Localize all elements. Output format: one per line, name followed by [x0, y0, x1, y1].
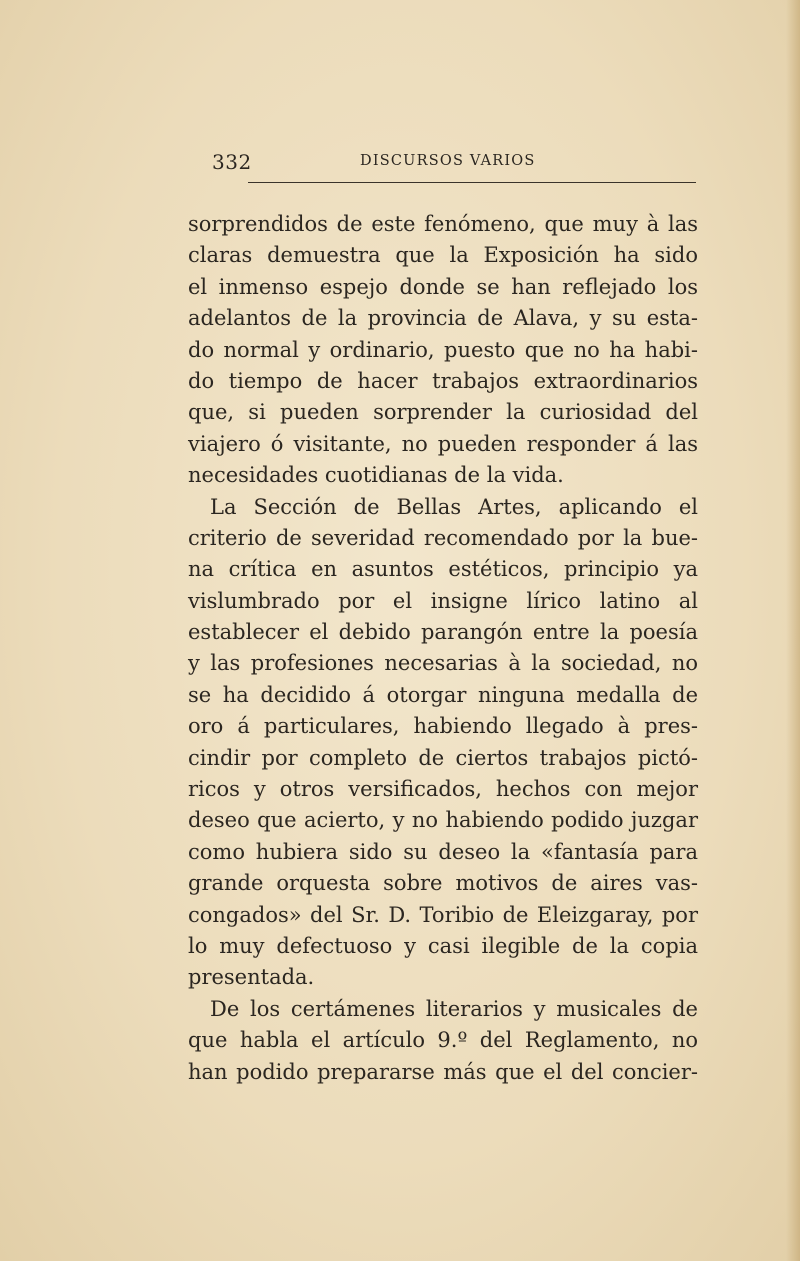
text-line: grande orquesta sobre motivos de aires vas- [188, 871, 698, 896]
text-line: criterio de severidad recomendado por la bue- [188, 525, 698, 550]
text-line: deseo que acierto, y no habiendo podido juzgar [188, 808, 698, 833]
text-line: el inmenso espejo donde se han reflejado los [188, 274, 698, 299]
body-text [188, 209, 698, 1088]
page-number: 332 [212, 150, 252, 174]
text-line: establecer el debido parangón entre la poesía [188, 620, 698, 645]
text-line: que habla el artículo 9.º del Reglamento, no [188, 1028, 698, 1053]
text-line: claras demuestra que la Exposición ha sido [188, 243, 698, 268]
header-rule [248, 182, 696, 183]
text-line: y las profesiones necesarias à la sociedad, no [188, 651, 698, 676]
running-title: DISCURSOS VARIOS [360, 153, 536, 169]
text-line: viajero ó visitante, no pueden responder á las [188, 431, 698, 456]
text-line: presentada. [188, 965, 315, 990]
text-line: necesidades cuotidianas de la vida. [188, 463, 564, 488]
text-line: vislumbrado por el insigne lírico latino al [188, 588, 698, 613]
text-line: congados» del Sr. D. Toribio de Eleizgaray, por [188, 902, 698, 927]
text-line: han podido prepararse más que el del concier- [188, 1059, 698, 1084]
text-line: do normal y ordinario, puesto que no ha habi- [188, 337, 698, 362]
text-line: como hubiera sido su deseo la «fantasía para [188, 839, 698, 864]
text-line: adelantos de la provincia de Alava, y su esta- [188, 306, 698, 331]
text-line: ricos y otros versificados, hechos con mejor [188, 777, 698, 802]
text-line: lo muy defectuoso y casi ilegible de la copia [188, 933, 698, 958]
text-line: oro á particulares, habiendo llegado à pres- [188, 714, 698, 739]
page-header [190, 150, 696, 178]
text-line: que, si pueden sorprender la curiosidad del [188, 400, 698, 425]
text-line: cindir por completo de ciertos trabajos pictó- [188, 745, 698, 770]
text-line: do tiempo de hacer trabajos extraordinarios [188, 368, 698, 393]
page-edge-shadow [786, 0, 800, 1261]
text-line: sorprendidos de este fenómeno, que muy à las [188, 212, 698, 236]
text-line: na crítica en asuntos estéticos, principio ya [188, 557, 698, 582]
text-line: se ha decidido á otorgar ninguna medalla de [188, 682, 698, 707]
text-line: De los certámenes literarios y musicales de [210, 996, 698, 1021]
text-line: La Sección de Bellas Artes, aplicando el [210, 494, 698, 519]
